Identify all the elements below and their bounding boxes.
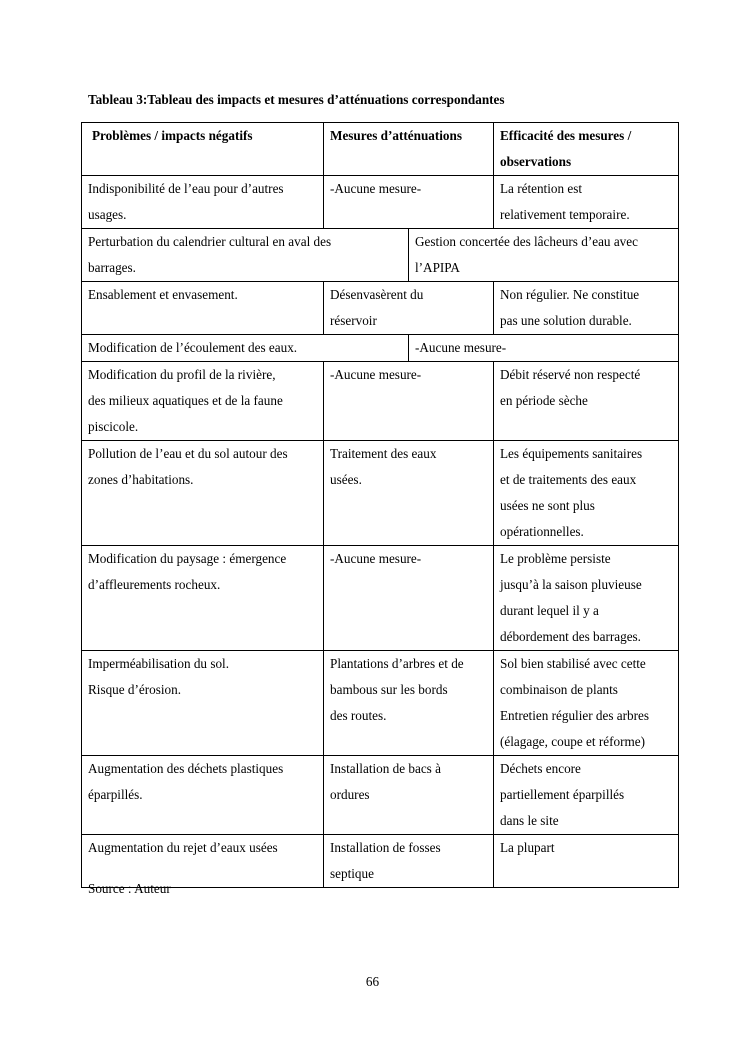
cell-mesure	[324, 651, 494, 756]
cell-efficacite	[494, 176, 679, 229]
table-row	[82, 546, 679, 651]
cell-line: Ensablement et envasement.	[88, 287, 238, 302]
cell-line: -Aucune mesure-	[330, 181, 422, 196]
cell-line: Installation de fosses	[330, 840, 441, 855]
cell-line: (élagage, coupe et réforme)	[500, 734, 645, 749]
cell-line: La plupart	[500, 840, 555, 855]
cell-line: opérationnelles.	[500, 524, 584, 539]
cell-line: Perturbation du calendrier cultural en aval des	[88, 234, 332, 249]
cell-line: Les équipements sanitaires	[500, 446, 643, 461]
cell-mesure	[324, 441, 494, 546]
cell-line: partiellement éparpillés	[500, 787, 625, 802]
cell-line: Modification du paysage : émergence	[88, 551, 287, 566]
table-row	[82, 335, 679, 362]
cell-line: Augmentation des déchets plastiques	[88, 761, 284, 776]
cell-line: usées ne sont plus	[500, 498, 595, 513]
table-row	[82, 176, 679, 229]
cell-efficacite	[494, 835, 679, 888]
cell-line: d’affleurements rocheux.	[88, 577, 221, 592]
table-row	[82, 756, 679, 835]
table-row	[82, 229, 679, 282]
cell-mesure	[324, 362, 494, 441]
table-row	[82, 362, 679, 441]
header-problemes: Problèmes / impacts négatifs	[82, 123, 324, 176]
cell-efficacite	[494, 756, 679, 835]
cell-line: Débit réservé non respecté	[500, 367, 641, 382]
cell-line: Augmentation du rejet d’eaux usées	[88, 840, 278, 855]
cell-line: dans le site	[500, 813, 559, 828]
cell-line: usages.	[88, 207, 127, 222]
cell-line: des milieux aquatiques et de la faune	[88, 393, 283, 408]
cell-efficacite	[494, 651, 679, 756]
page-number: 66	[365, 974, 380, 989]
cell-efficacite	[494, 546, 679, 651]
cell-line: réservoir	[330, 313, 377, 328]
cell-line: Traitement des eaux	[330, 446, 437, 461]
cell-line: -Aucune mesure-	[330, 551, 422, 566]
cell-efficacite	[494, 282, 679, 335]
cell-line: combinaison de plants	[500, 682, 618, 697]
cell-line: Déchets encore	[500, 761, 581, 776]
cell-line: durant lequel il y a	[500, 603, 599, 618]
cell-line: relativement temporaire.	[500, 207, 630, 222]
cell-line: La rétention est	[500, 181, 583, 196]
cell-mesure	[409, 229, 679, 282]
cell-mesure	[324, 176, 494, 229]
cell-line: Imperméabilisation du sol.	[88, 656, 230, 671]
cell-impact	[82, 756, 324, 835]
cell-mesure	[324, 835, 494, 888]
impacts-table	[81, 122, 679, 888]
cell-line: Modification du profil de la rivière,	[88, 367, 276, 382]
cell-line: l’APIPA	[415, 260, 460, 275]
cell-mesure	[324, 282, 494, 335]
table-row	[82, 651, 679, 756]
cell-impact	[82, 651, 324, 756]
cell-line: Indisponibilité de l’eau pour d’autres	[88, 181, 284, 196]
cell-line: Plantations d’arbres et de	[330, 656, 464, 671]
cell-line: barrages.	[88, 260, 136, 275]
cell-line: des routes.	[330, 708, 387, 723]
cell-line: bambous sur les bords	[330, 682, 448, 697]
cell-impact	[82, 229, 409, 282]
table-row	[82, 835, 679, 888]
cell-line: -Aucune mesure-	[415, 340, 507, 355]
cell-line: Désenvasèrent du	[330, 287, 424, 302]
table-row	[82, 282, 679, 335]
cell-line: Modification de l’écoulement des eaux.	[88, 340, 298, 355]
cell-efficacite	[494, 441, 679, 546]
cell-impact	[82, 362, 324, 441]
cell-impact	[82, 176, 324, 229]
cell-impact	[82, 441, 324, 546]
cell-impact	[82, 282, 324, 335]
cell-line: jusqu’à la saison pluvieuse	[500, 577, 642, 592]
cell-line: Non régulier. Ne constitue	[500, 287, 640, 302]
cell-line: ordures	[330, 787, 370, 802]
cell-line: Entretien régulier des arbres	[500, 708, 650, 723]
cell-line: éparpillés.	[88, 787, 143, 802]
cell-line: et de traitements des eaux	[500, 472, 637, 487]
table-header-row	[82, 123, 679, 176]
header-efficacite-line: Efficacité des mesures /	[500, 128, 632, 143]
cell-impact	[82, 546, 324, 651]
cell-line: septique	[330, 866, 374, 881]
cell-line: débordement des barrages.	[500, 629, 641, 644]
cell-line: Risque d’érosion.	[88, 682, 182, 697]
cell-line: piscicole.	[88, 419, 139, 434]
cell-line: Installation de bacs à	[330, 761, 441, 776]
cell-line: pas une solution durable.	[500, 313, 632, 328]
cell-impact	[82, 335, 409, 362]
header-efficacite	[494, 123, 679, 176]
cell-line: Gestion concertée des lâcheurs d’eau avec	[415, 234, 638, 249]
cell-mesure	[324, 756, 494, 835]
cell-line: en période sèche	[500, 393, 588, 408]
cell-mesure	[409, 335, 679, 362]
cell-line: Sol bien stabilisé avec cette	[500, 656, 646, 671]
header-mesures: Mesures d’atténuations	[324, 123, 494, 176]
cell-mesure	[324, 546, 494, 651]
cell-line: Pollution de l’eau et du sol autour des	[88, 446, 288, 461]
source-note: Source : Auteur	[88, 881, 171, 896]
cell-line: Le problème persiste	[500, 551, 611, 566]
header-efficacite-line: observations	[500, 154, 572, 169]
cell-line: usées.	[330, 472, 362, 487]
cell-line: -Aucune mesure-	[330, 367, 422, 382]
cell-efficacite	[494, 362, 679, 441]
cell-line: zones d’habitations.	[88, 472, 194, 487]
table-row	[82, 441, 679, 546]
table-caption: Tableau 3:Tableau des impacts et mesures d’atténuations correspondantes	[88, 92, 505, 107]
